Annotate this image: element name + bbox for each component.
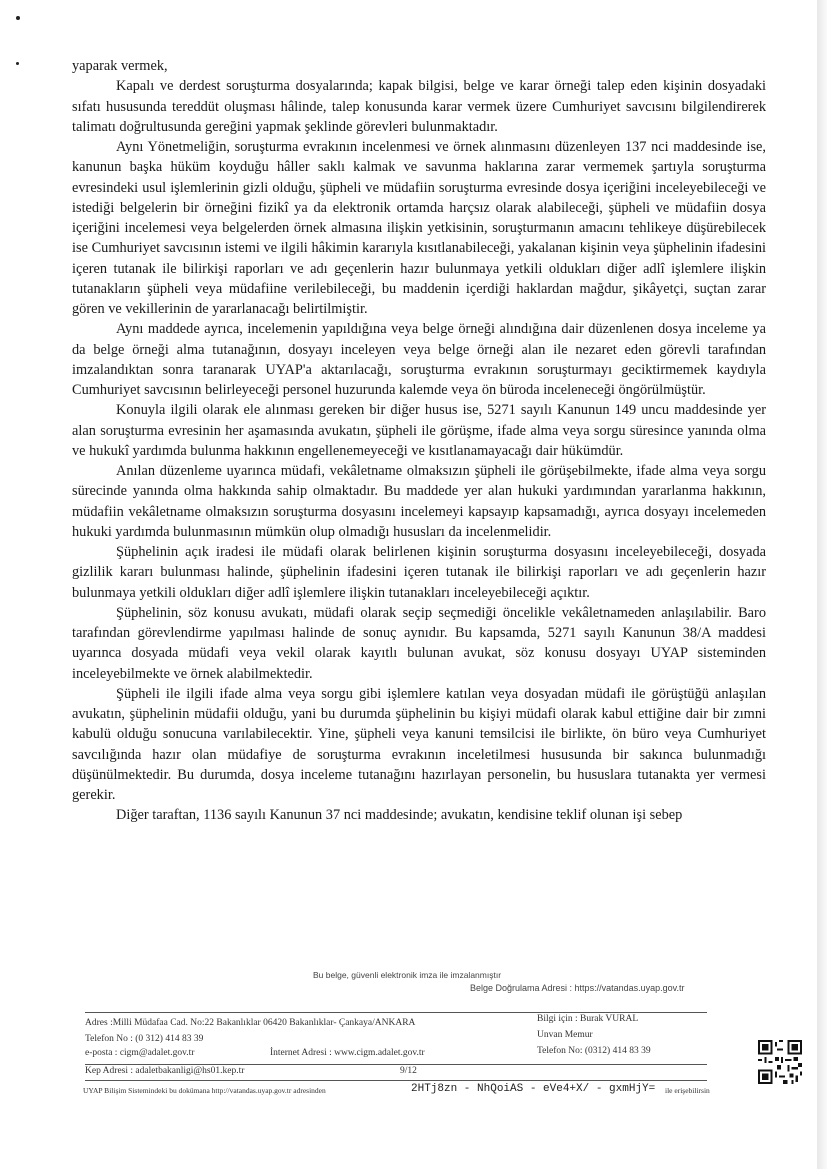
footer-title: Unvan Memur <box>537 1030 593 1040</box>
punch-mark <box>16 62 19 65</box>
uyap-prefix: UYAP Bilişim Sistemindeki bu dokümana http://vatandas.uyap.gov.tr adresinden <box>83 1086 326 1095</box>
paragraph: Konuyla ilgili olarak ele alınması gereken bir diğer husus ise, 5271 sayılı Kanunun 149 uncu maddesinde yer alan soruşturma evresinin her aşamasında avukatın, şüpheli ile görüşme, ifade alma veya sorgu süresince yanında olma ve hukukî yardımda bulunma hakkının engellenemeyeceği ve kısıtlanamayacağı dair hükümdür. <box>72 402 766 459</box>
paragraph: Diğer taraftan, 1136 sayılı Kanunun 37 nci maddesinde; avukatın, kendisine teklif olunan işi sebep <box>116 807 683 824</box>
footer-info-contact: Bilgi için : Burak VURAL <box>537 1014 639 1024</box>
qr-code <box>758 1040 802 1084</box>
page-number: 9/12 <box>400 1066 417 1076</box>
paragraph: Şüpheli ile ilgili ifade alma veya sorgu gibi işlemlere katılan veya dosyadan müdafi ile görüştüğü anlaşılan avukatın, şüphelinin müdafii olduğu, yani bu durumda şüphelinin bu kişiyi müdafi olarak kabul ettiğine dair bir zımni kabulü olduğu sonucuna varılabilecektir. Yine, şüpheli veya kanuni temsilcisi ile birlikte, ön büro veya Cumhuriyet savcılığında hazır olan müdafiye de soruşturma evrakının inceletilmesi hususunda bir sakınca bulunmadığı düşünülmektedir. Bu durumda, dosya inceleme tutanağını hazırlayan personelin, bu hususlara tutanakta yer vermesi gerekir. <box>72 685 766 803</box>
document-body <box>72 56 766 826</box>
uyap-code: 2HTj8zn - NhQoiAS - eVe4+X/ - gxmHjY= <box>411 1083 656 1095</box>
punch-mark <box>16 16 20 20</box>
footer-top-rule <box>85 1012 707 1013</box>
footer-phone: Telefon No : (0 312) 414 83 39 <box>85 1034 204 1044</box>
footer-internet[interactable]: İnternet Adresi : www.cigm.adalet.gov.tr <box>270 1048 425 1058</box>
footer-bottom-rule <box>85 1080 707 1081</box>
scan-edge <box>817 0 827 1169</box>
paragraph: Şüphelinin, söz konusu avukatı, müdafi olarak seçip seçmediği öncelikle vekâletnameden anlaşılabilir. Baro tarafından görevlendirme yapılması halinde de sonuç aynıdır. Bu kapsamda, 5271 sayılı Kanunun 38/A maddesi uyarınca dosyada müdafi veya vekil olarak kayıtlı bulunan avukat, söz konusu dosyayı UYAP sisteminden inceleyebilmekte ve örnek alabilmektedir. <box>72 604 766 682</box>
paragraph: Şüphelinin açık iradesi ile müdafi olarak belirlenen kişinin soruşturma dosyasını inceleyebileceği, dosyada gizlilik kararı bulunması halinde, şüphelinin ifadesini içeren tutanak ile bilirkişi raporları ve adı geçenlerin hazır bulunmaya yetkili oldukları diğer adlî işlemlere ilişkin tutanakları inceleyebileceği açıktır. <box>72 544 766 601</box>
paragraph: Anılan düzenleme uyarınca müdafi, vekâletname olmaksızın şüpheli ile görüşebilmekte, ifade alma veya sorgu sürecinde yanında olma hakkında sahip olmaktadır. Bu maddede yer alan hukuki yardımından yararlanma hakkının, müdafiin vekâletname olmaksızın soruşturma dosyasını incelemeyi kapsayıp kapsamadığı, ayrıca dosyayı incelemeden hukuki yardımda bulunmasının mümkün olup olmadığı hususları da incelenmelidir. <box>72 463 766 540</box>
footer-address: Adres :Milli Müdafaa Cad. No:22 Bakanlıklar 06420 Bakanlıklar- Çankaya/ANKARA <box>85 1018 416 1028</box>
footer-contact-phone: Telefon No: (0312) 414 83 39 <box>537 1046 651 1056</box>
paragraph: Aynı Yönetmeliğin, soruşturma evrakının incelenmesi ve örnek alınmasını düzenleyen 137 nci maddesinde ise, kanunun başka hüküm koyduğu hâller saklı kalmak ve savunma haklarına zarar vermemek şartıyla soruşturma evresindeki usul işlemlerinin gizli olduğu, şüpheli ve müdafiin soruşturma evresinde dosya içeriğini inceleyebileceği ve istediği belgelerin bir örneğini fizikî ya da elektronik ortamda harçsız olarak alabileceği, şüpheli ve müdafiin dosya içeriğini incelemesi veya belgelerden örnek almasına ilişkin yetkisinin, soruşturmanın amacını tehlikeye düşürebilecek ise Cumhuriyet savcısının istemi ve ilgili hâkimin kararıyla kısıtlanabileceği, yakalanan kişinin veya şüphelinin ifadesini içeren tutanak ile bilirkişi raporları ve adı geçenlerin hazır bulunmaya yetkili oldukları diğer adlî işlemlere ilişkin tutanakların şüpheli veya müdafiine verilebileceği, bu maddenin içerdiği haklardan mağdur, şikâyetçi, suçtan zarar gören ve vekillerinin de yararlanacağı belirtilmiştir. <box>72 139 766 317</box>
footer-email[interactable]: e-posta : cigm@adalet.gov.tr <box>85 1048 195 1058</box>
footer-kep[interactable]: Kep Adresi : adaletbakanligi@hs01.kep.tr <box>85 1066 245 1076</box>
uyap-suffix: ile erişebilirsin <box>665 1086 710 1095</box>
footer-mid-rule <box>85 1064 707 1065</box>
paragraph: Aynı maddede ayrıca, incelemenin yapıldığına veya belge örneği alındığına dair düzenlenen dosya inceleme ya da belge örneği alma tutanağının, dosyayı inceleyen veya belge örneği alan ile nezaret eden görevli tarafından imzalandıktan sonra taranarak UYAP'a aktarılacağı, soruşturma evrakının soruşturmayı geciktirmemek kaydıyla Cumhuriyet savcısının belirleyeceği personel huzurunda kalemde veya ön büroda inceleneceği öngörülmüştür. <box>72 321 766 398</box>
signature-note: Bu belge, güvenli elektronik imza ile imzalanmıştır <box>313 970 502 980</box>
footer <box>83 1008 710 1128</box>
verification-address: Belge Doğrulama Adresi : https://vatandas.uyap.gov.tr <box>470 983 685 993</box>
paragraph: Kapalı ve derdest soruşturma dosyalarında; kapak bilgisi, belge ve karar örneği talep eden kişinin dosyadaki sıfatı hususunda tereddüt oluşması hâlinde, talep konusunda karar vermek üzere Cumhuriyet savcısını bilgilendirerek talimatı doğrultusunda gereğini yapmak şeklinde görevleri bulunmaktadır. <box>72 78 766 135</box>
paragraph: yaparak vermek, <box>72 58 168 74</box>
